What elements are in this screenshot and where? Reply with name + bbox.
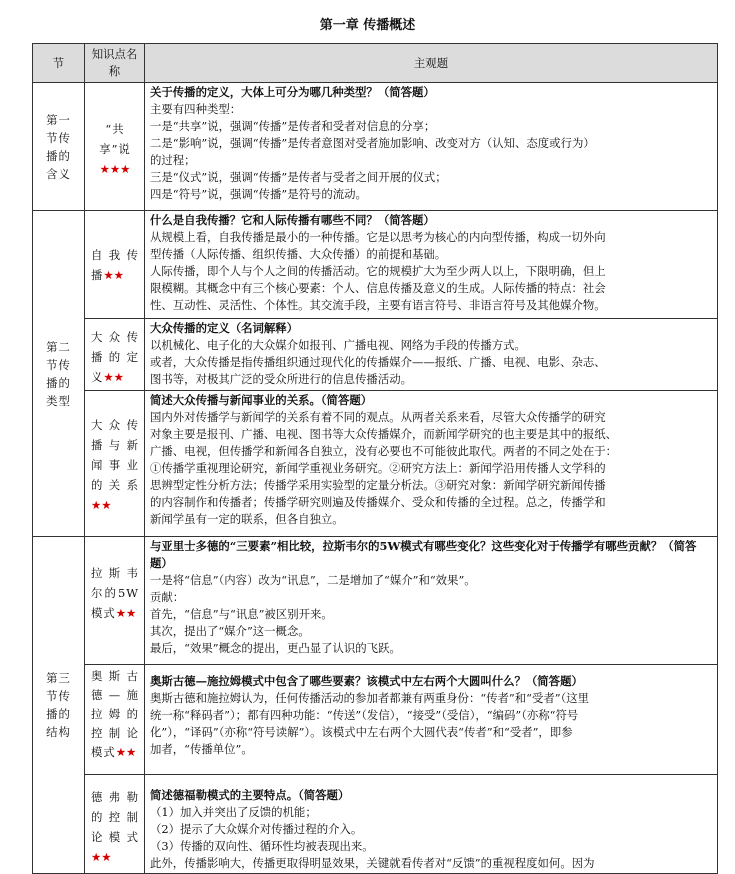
section-cell: 第一节传播的含义 [33, 83, 85, 211]
answer-line: 性、互动性、灵活性、个体性。其交流手段，主要有语言符号、非语言符号及其他媒介物。 [150, 298, 606, 312]
answer-line: 国内外对传播学与新闻学的关系有着不同的观点。从两者关系来看，尽管大众传播学的研究 [150, 410, 606, 424]
question: 与亚里士多德的“三要素”相比较，拉斯韦尔的5W模式有哪些变化？这些变化对于传播学有哪些贡献？（简答题） [150, 539, 697, 570]
kp-name: “共享”说 [99, 122, 131, 156]
question: 简述大众传播与新闻事业的关系。（简答题） [150, 393, 373, 407]
answer-line: ①传播学重视理论研究，新闻学重视业务研究。②研究方法上：新闻学沿用传播人文学科的 [150, 461, 606, 475]
answer-line: 广播、电视，但传播学和新闻各自独立，没有必要也不可能彼此取代。两者的不同之处在于： [150, 444, 618, 458]
answer-line: （3）传播的双向性、循环性均被表现出来。 [150, 839, 374, 853]
answer-line: 图书等，对极其广泛的受众所进行的信息传播活动。 [150, 372, 412, 386]
knowledge-cell [85, 775, 145, 874]
star-rating: ★★ [115, 745, 137, 759]
answer-line: 统一称“释码者”）；都有四种功能：“传送”（发信），“接受”（受信），“编码”（亦称“符号 [150, 708, 579, 722]
kp-name: 拉斯韦尔的5W模式 [91, 566, 139, 620]
kp-name: 自我传播 [91, 248, 139, 282]
answer-cell [145, 211, 718, 319]
answer-line: 限模糊。其概念中有三个核心要素：个人、信息传播及意义的生成。人际传播的特点：社会 [150, 281, 606, 295]
page-title: 第一章 传播概述 [319, 18, 416, 33]
answer-line: 对象主要是报刊、广播、电视、图书等大众传播媒介，而新闻学研究的也主要是其中的报纸、 [150, 427, 618, 441]
answer-line: 化”），“译码”（亦称“符号读解”）。该模式中左右两个大圆代表“传者”和“受者”，即参 [150, 725, 573, 739]
answer-line: 最后，“效果”概念的提出，更凸显了认识的飞跃。 [150, 641, 401, 655]
answer-line: 贡献： [150, 590, 185, 604]
star-rating: ★★ [103, 370, 124, 384]
answer-cell [145, 665, 718, 775]
header-topic: 主观题 [145, 44, 718, 83]
answer-line: 人际传播，即个人与个人之间的传播活动。它的规模扩大为至少两人以上，下限明确，但上 [150, 264, 606, 278]
header-section: 节 [33, 44, 85, 83]
section-cell: 第二节传播的类型 [33, 211, 85, 537]
answer-line: （1）加入并突出了反馈的机能； [150, 805, 317, 819]
knowledge-cell [85, 665, 145, 775]
answer-line: 一是“共享”说，强调“传播”是传者和受者对信息的分享； [150, 119, 436, 133]
answer-line: 首先，“信息”与“讯息”被区别开来。 [150, 607, 333, 621]
answer-line: 或者，大众传播是指传播组织通过现代化的传播媒介——报纸、广播、电视、电影、杂志、 [150, 355, 606, 369]
answer-line: 从规模上看，自我传播是最小的一种传播。它是以思考为核心的内向型传播，构成一切外向 [150, 230, 606, 244]
answer-line: 此外，传播影响大，传播更取得明显效果，关键就看传者对“反馈”的重视程度如何。因为 [150, 856, 595, 870]
answer-line: 其次，提出了“媒介”这一概念。 [150, 624, 310, 638]
answer-line: 的过程； [150, 153, 196, 167]
question: 奥斯古德—施拉姆模式中包含了哪些要素？该模式中左右两个大圆叫什么？（简答题） [150, 674, 583, 688]
star-rating: ★★ [115, 606, 137, 620]
answer-line: 型传播（人际传播、组织传播、大众传播）的前提和基础。 [150, 247, 447, 261]
answer-line: 四是“符号”说，强调“传播”是符号的流动。 [150, 187, 367, 201]
answer-line: 二是“影响”说，强调“传播”是传者意图对受者施加影响、改变对方（认知、态度或行为） [150, 136, 595, 150]
question: 关于传播的定义，大体上可分为哪几种类型？（简答题） [150, 85, 435, 99]
answer-line: （2）提示了大众媒介对传播过程的介入。 [150, 822, 363, 836]
kp-name: 德弗勒的控制论模式 [91, 790, 139, 844]
answer-line: 奥斯古德和施拉姆认为，任何传播活动的参加者都兼有两重身份：“传者”和“受者”（这里 [150, 691, 590, 705]
answer-line: 三是“仪式”说，强调“传播”是传者与受者之间开展的仪式； [150, 170, 447, 184]
answer-line: 的内容制作和传播者；传播学研究则遍及传播媒介、受众和传播的全过程。总之，传播学和 [150, 495, 606, 509]
question: 什么是自我传播？它和人际传播有哪些不同？（简答题） [150, 213, 435, 227]
question: 简述德福勒模式的主要特点。（简答题） [150, 788, 350, 802]
kp-name: 大众传播的定义 [91, 330, 139, 384]
answer-cell [145, 537, 718, 665]
knowledge-cell [85, 537, 145, 665]
answer-cell [145, 775, 718, 874]
summary-table [32, 43, 718, 874]
knowledge-cell [85, 83, 145, 211]
star-rating: ★★★ [99, 162, 131, 176]
star-rating: ★★ [103, 268, 124, 282]
answer-line: 一是将“信息”（内容）改为“讯息”，二是增加了“媒介”和“效果”。 [150, 573, 476, 587]
star-rating: ★★ [91, 498, 112, 512]
question: 大众传播的定义（名词解释） [150, 321, 299, 335]
knowledge-cell [85, 319, 145, 391]
answer-line: 主要有四种类型： [150, 102, 242, 116]
header-knowledge: 知识点名称 [85, 44, 145, 83]
answer-cell [145, 391, 718, 537]
answer-line: 加者，“传播单位”。 [150, 742, 253, 756]
kp-name: 大众传播与新闻事业的关系 [91, 418, 139, 492]
answer-line: 以机械化、电子化的大众媒介如报刊、广播电视、网络为手段的传播方式。 [150, 338, 526, 352]
answer-line: 新闻学虽有一定的联系，但各自独立。 [150, 512, 344, 526]
answer-cell [145, 319, 718, 391]
section-cell: 第三节传播的结构 [33, 537, 85, 874]
kp-name: 奥斯古德—施拉姆的控制论模式 [91, 669, 139, 759]
star-rating: ★★ [91, 850, 112, 864]
knowledge-cell [85, 211, 145, 319]
answer-line: 思辨型定性分析方法；传播学采用实验型的定量分析法。③研究对象：新闻学研究新闻传播 [150, 478, 606, 492]
knowledge-cell [85, 391, 145, 537]
answer-cell [145, 83, 718, 211]
